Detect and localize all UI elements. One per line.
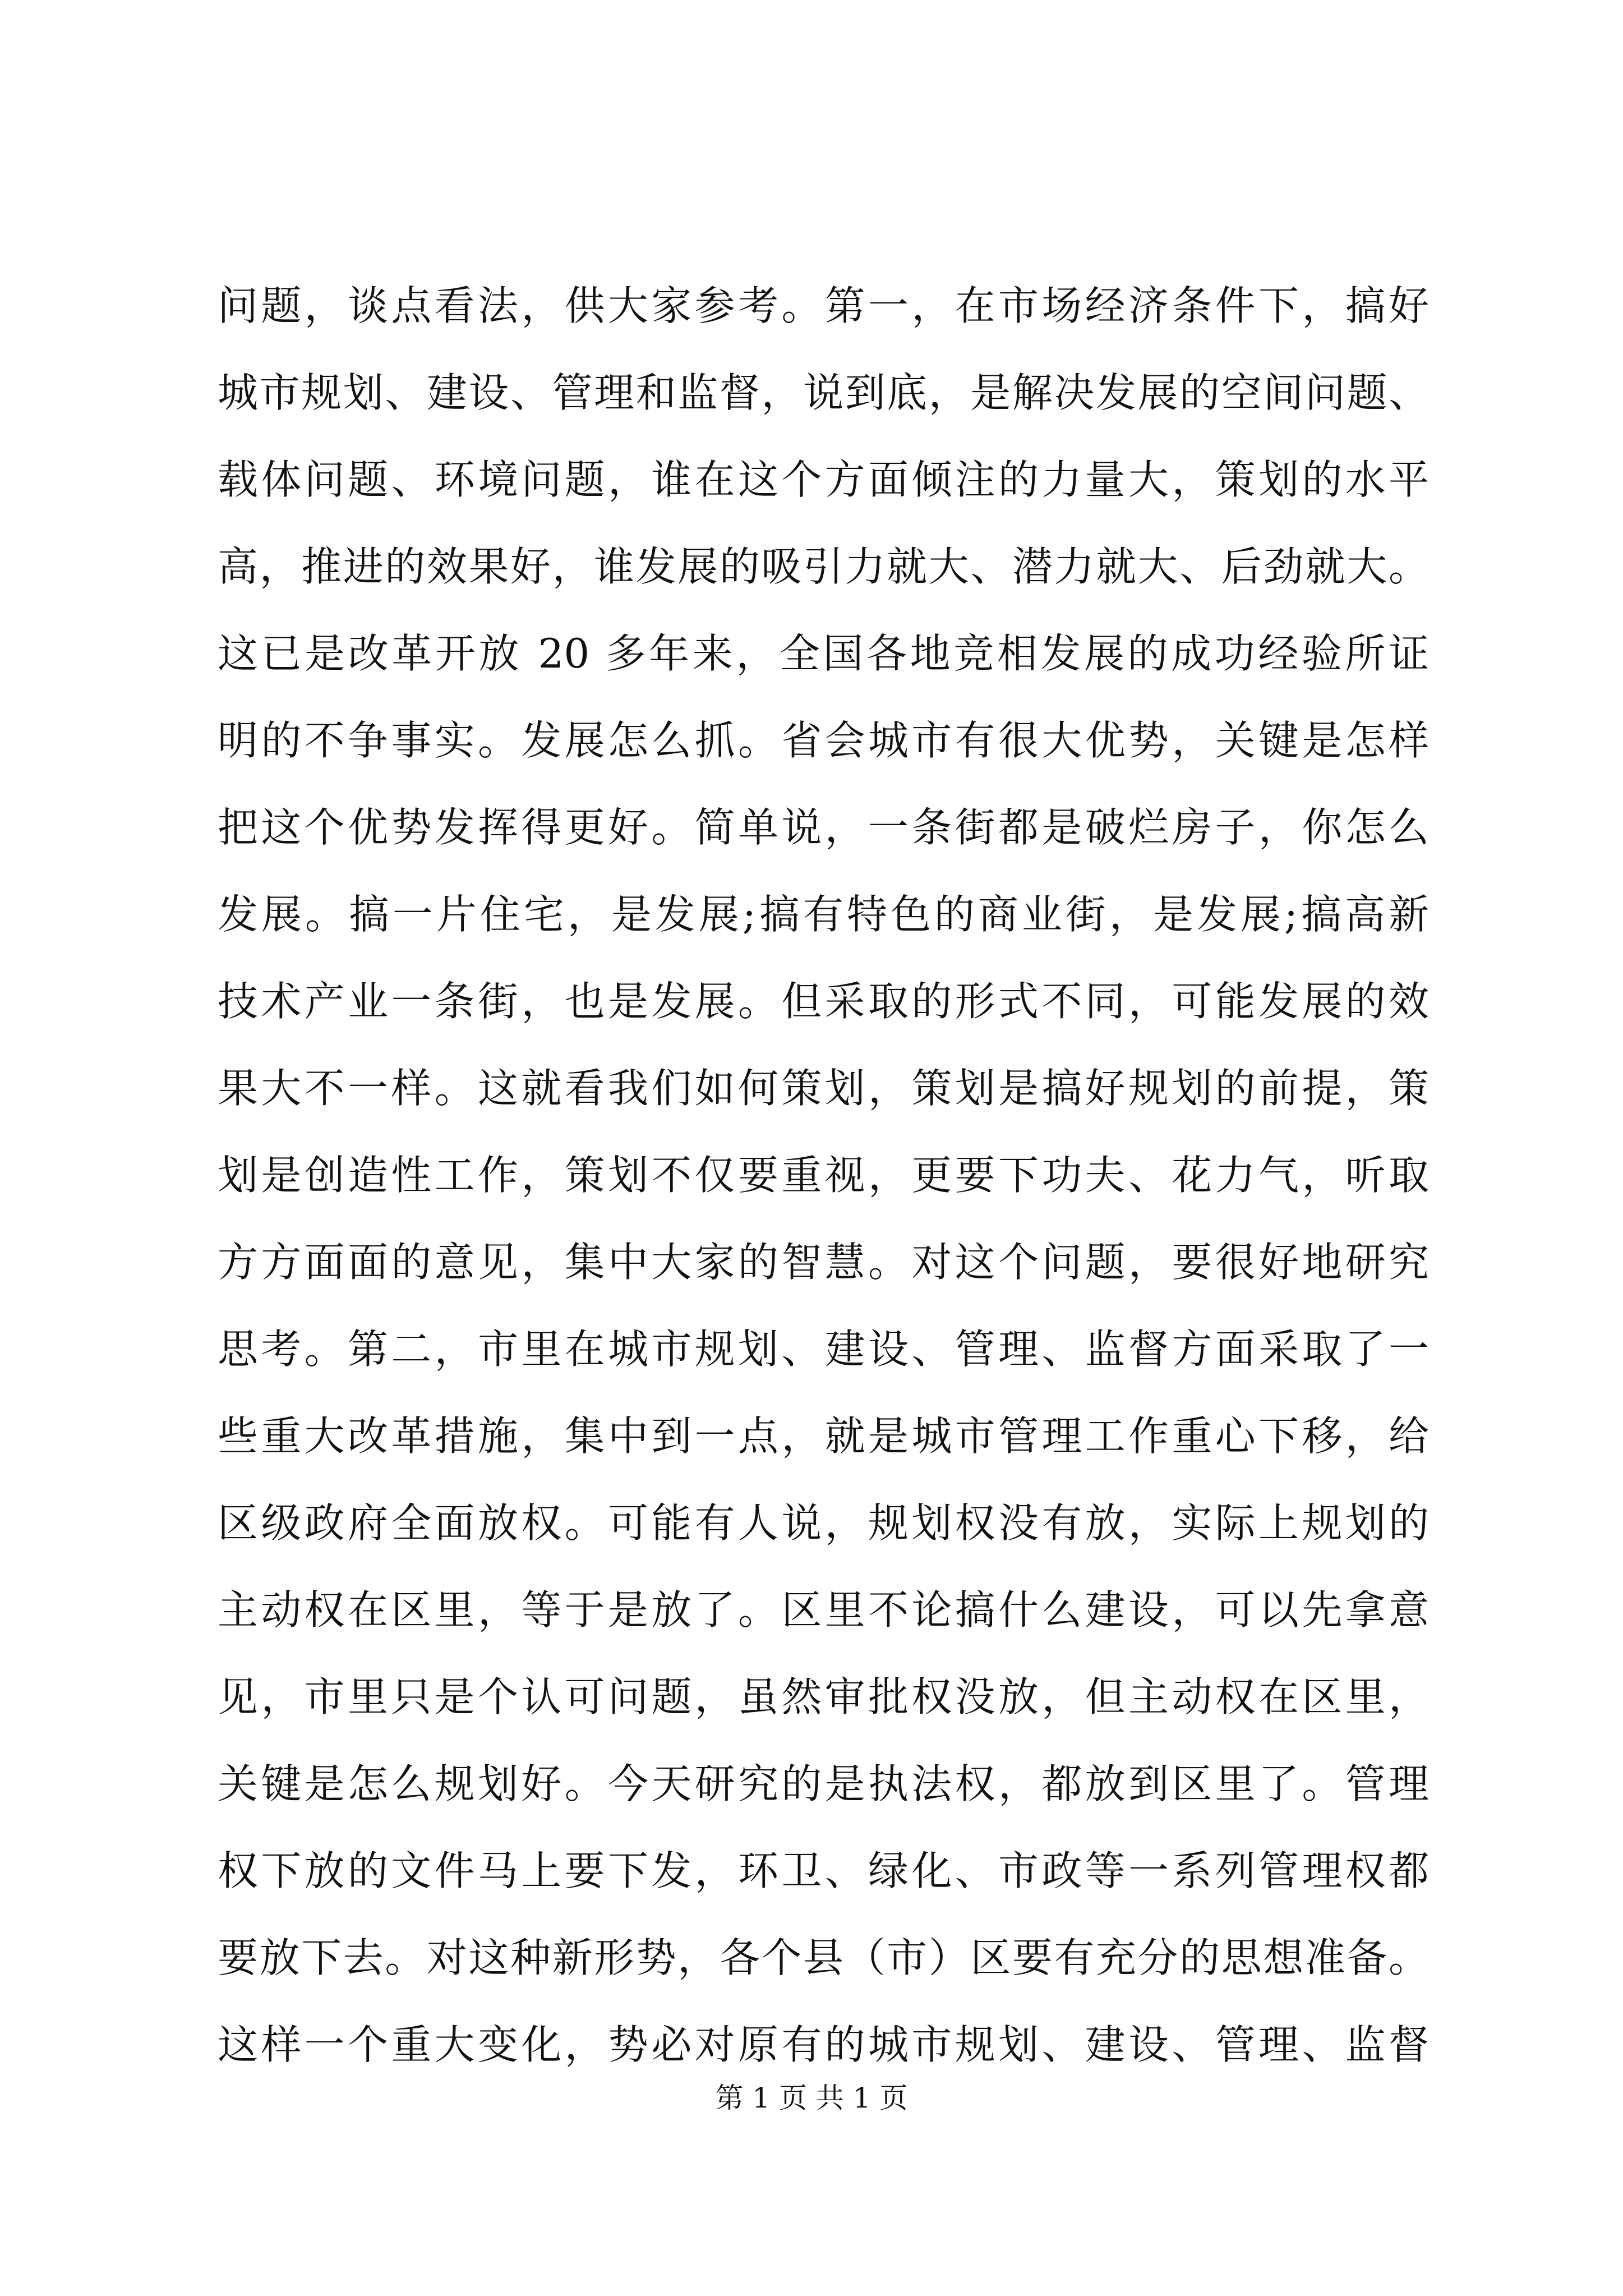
text-line: 方方面面的意见，集中大家的智慧。对这个问题，要很好地研究 xyxy=(218,1239,1429,1286)
text-line: 权下放的文件马上要下发，环卫、绿化、市政等一系列管理权都 xyxy=(218,1847,1429,1894)
text-line: 区级政府全面放权。可能有人说，规划权没有放，实际上规划的 xyxy=(218,1499,1429,1547)
text-line: 这样一个重大变化，势必对原有的城市规划、建设、管理、监督 xyxy=(218,2021,1429,2068)
text-line: 关键是怎么规划好。今天研究的是执法权，都放到区里了。管理 xyxy=(218,1760,1429,1807)
text-line: 把这个优势发挥得更好。简单说，一条街都是破烂房子，你怎么 xyxy=(218,804,1429,851)
body-text xyxy=(218,263,1429,2088)
text-line: 果大不一样。这就看我们如何策划，策划是搞好规划的前提，策 xyxy=(218,1065,1429,1112)
text-line: 要放下去。对这种新形势，各个县（市）区要有充分的思想准备。 xyxy=(218,1934,1429,1981)
text-line: 载体问题、环境问题，谁在这个方面倾注的力量大，策划的水平 xyxy=(218,456,1429,503)
text-line: 思考。第二，市里在城市规划、建设、管理、监督方面采取了一 xyxy=(218,1326,1429,1373)
text-line: 明的不争事实。发展怎么抓。省会城市有很大优势，关键是怎样 xyxy=(218,717,1429,764)
text-line: 主动权在区里，等于是放了。区里不论搞什么建设，可以先拿意 xyxy=(218,1586,1429,1634)
page-number-label: 第 1 页 共 1 页 xyxy=(715,2082,908,2114)
text-line: 高，推进的效果好，谁发展的吸引力就大、潜力就大、后劲就大。 xyxy=(218,543,1429,590)
page-footer xyxy=(0,2076,1623,2120)
text-line: 划是创造性工作，策划不仅要重视，更要下功夫、花力气，听取 xyxy=(218,1152,1429,1199)
text-line: 这已是改革开放 20 多年来，全国各地竞相发展的成功经验所证 xyxy=(218,630,1429,677)
text-line: 问题，谈点看法，供大家参考。第一，在市场经济条件下，搞好 xyxy=(218,282,1429,329)
text-line: 些重大改革措施，集中到一点，就是城市管理工作重心下移，给 xyxy=(218,1412,1429,1460)
text-line: 技术产业一条街，也是发展。但采取的形式不同，可能发展的效 xyxy=(218,978,1429,1025)
text-line: 见，市里只是个认可问题，虽然审批权没放，但主动权在区里， xyxy=(218,1673,1429,1720)
text-line: 发展。搞一片住宅，是发展;搞有特色的商业街，是发展;搞高新 xyxy=(218,891,1429,938)
text-line: 城市规划、建设、管理和监督，说到底，是解决发展的空间问题、 xyxy=(218,369,1429,416)
